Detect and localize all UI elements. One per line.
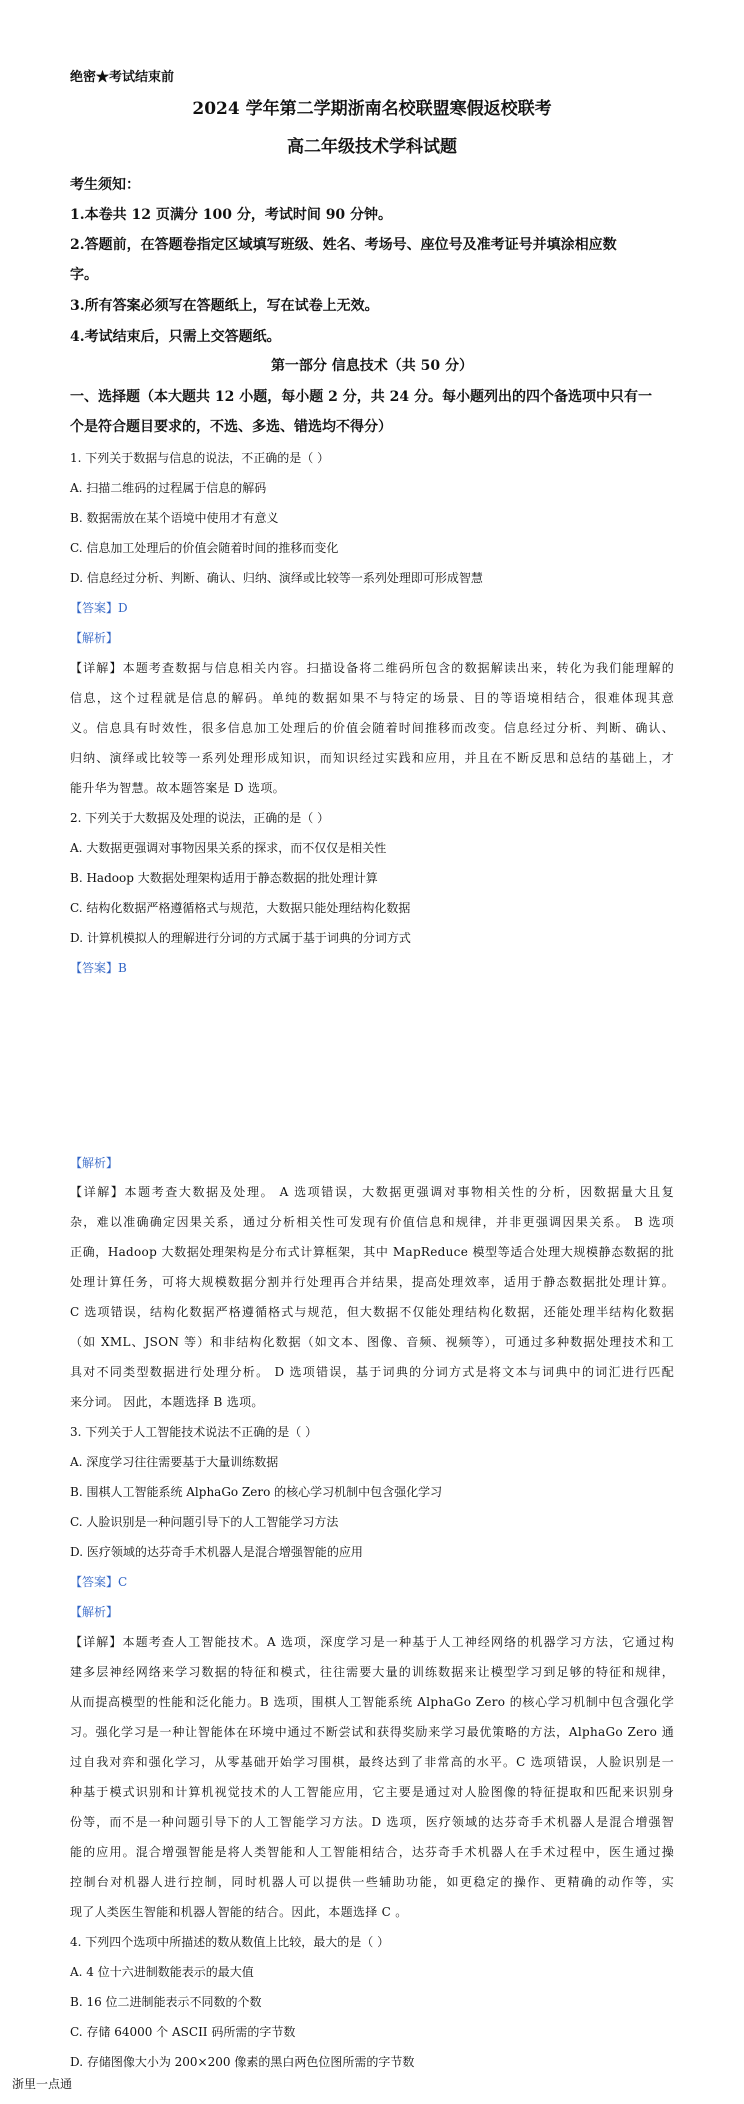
detail-line: 【详解】本题考查数据与信息相关内容。扫描设备将二维码所包含的数据解读出来，转化为我们能理解的 bbox=[70, 661, 674, 675]
part-title: 第一部分 信息技术（共 50 分） bbox=[270, 358, 474, 374]
notice-item: 4.考试结束后，只需上交答题纸。 bbox=[70, 329, 281, 345]
detail-line: 控制台对机器人进行控制，同时机器人可以提供一些辅助功能，如更稳定的操作、更精确的动作等，实 bbox=[70, 1875, 674, 1889]
notice-item: 3.所有答案必须写在答题纸上，写在试卷上无效。 bbox=[70, 298, 379, 314]
detail-line: 过自我对弈和强化学习，从零基础开始学习围棋，最终达到了非常高的水平。C 选项错误，人脸识别是一 bbox=[70, 1755, 674, 1769]
detail-line: 信息，这个过程就是信息的解码。单纯的数据如果不与特定的场景、目的等语境相结合，很难体现其意 bbox=[70, 691, 674, 705]
detail-line: （如 XML、JSON 等）和非结构化数据（如文本、图像、音频、视频等），可通过多种数据处理技术和工 bbox=[70, 1335, 674, 1349]
option: C. 人脸识别是一种问题引导下的人工智能学习方法 bbox=[70, 1515, 339, 1529]
exam-title: 2024 学年第二学期浙南名校联盟寒假返校联考 bbox=[192, 99, 552, 119]
option: A. 深度学习往往需要基于大量训练数据 bbox=[70, 1455, 279, 1469]
option: A. 扫描二维码的过程属于信息的解码 bbox=[70, 481, 267, 495]
exam-subtitle: 高二年级技术学科试题 bbox=[287, 137, 457, 157]
answer-label: 【答案】C bbox=[70, 1575, 128, 1589]
notice-item: 2.答题前，在答题卷指定区域填写班级、姓名、考场号、座位号及准考证号并填涂相应数 bbox=[70, 237, 617, 253]
option: B. 数据需放在某个语境中使用才有意义 bbox=[70, 511, 279, 525]
question-stem: 3. 下列关于人工智能技术说法不正确的是（ ） bbox=[70, 1425, 318, 1439]
option: B. Hadoop 大数据处理架构适用于静态数据的批处理计算 bbox=[70, 871, 378, 885]
option: B. 16 位二进制能表示不同数的个数 bbox=[70, 1995, 262, 2009]
option: D. 存储图像大小为 200×200 像素的黑白两色位图所需的字节数 bbox=[70, 2055, 415, 2069]
detail-line: 能升华为智慧。故本题答案是 D 选项。 bbox=[70, 781, 285, 795]
notice-item: 字。 bbox=[70, 267, 98, 283]
detail-line: 现了人类医生智能和机器人智能的结合。因此，本题选择 C 。 bbox=[70, 1905, 408, 1919]
option: D. 计算机模拟人的理解进行分词的方式属于基于词典的分词方式 bbox=[70, 931, 411, 945]
option: C. 结构化数据严格遵循格式与规范，大数据只能处理结构化数据 bbox=[70, 901, 411, 915]
detail-line: 建多层神经网络来学习数据的特征和模式，往往需要大量的训练数据来让模型学习到足够的特征和规律， bbox=[70, 1665, 674, 1679]
notice-item: 1.本卷共 12 页满分 100 分，考试时间 90 分钟。 bbox=[70, 207, 393, 223]
detail-line: 处理计算任务，可将大规模数据分割并行处理再合并结果，提高处理效率，适用于静态数据批处理计算。 bbox=[70, 1275, 674, 1289]
detail-line: 杂，难以准确确定因果关系，通过分析相关性可发现有价值信息和规律，并非更强调因果关系。 B 选项 bbox=[70, 1215, 674, 1229]
option: C. 存储 64000 个 ASCII 码所需的字节数 bbox=[70, 2025, 296, 2039]
detail-line: 【详解】本题考查大数据及处理。 A 选项错误，大数据更强调对事物相关性的分析，因数据量大且复 bbox=[70, 1185, 674, 1199]
detail-line: 种基于模式识别和计算机视觉技术的人工智能应用，它主要是通过对人脸图像的特征提取和匹配来识别身 bbox=[70, 1785, 674, 1799]
option: A. 大数据更强调对事物因果关系的探求，而不仅仅是相关性 bbox=[70, 841, 387, 855]
analysis-label: 【解析】 bbox=[70, 631, 119, 645]
detail-line: 能的应用。混合增强智能是将人类智能和人工智能相结合，达芬奇手术机器人在手术过程中，医生通过操 bbox=[70, 1845, 674, 1859]
question-stem: 4. 下列四个选项中所描述的数从数值上比较，最大的是（ ） bbox=[70, 1935, 390, 1949]
answer-label: 【答案】B bbox=[70, 961, 127, 975]
option: A. 4 位十六进制数能表示的最大值 bbox=[70, 1965, 254, 1979]
detail-line: 从而提高模型的性能和泛化能力。B 选项，围棋人工智能系统 AlphaGo Zero 的核心学习机制中包含强化学 bbox=[70, 1695, 674, 1709]
notice-title: 考生须知： bbox=[70, 177, 140, 193]
detail-line: C 选项错误，结构化数据严格遵循格式与规范，但大数据不仅能处理结构化数据，还能处理半结构化数据 bbox=[70, 1305, 674, 1319]
option: D. 信息经过分析、判断、确认、归纳、演绎或比较等一系列处理即可形成智慧 bbox=[70, 571, 483, 585]
detail-line: 习。强化学习是一种让智能体在环境中通过不断尝试和获得奖励来学习最优策略的方法，AlphaGo Zero 通 bbox=[70, 1725, 674, 1739]
detail-line: 【详解】本题考查人工智能技术。A 选项，深度学习是一种基于人工神经网络的机器学习方法，它通过构 bbox=[70, 1635, 674, 1649]
detail-line: 归纳、演绎或比较等一系列处理形成知识，而知识经过实践和应用，并且在不断反思和总结的基础上，才 bbox=[70, 751, 674, 765]
analysis-label: 【解析】 bbox=[70, 1156, 119, 1170]
detail-line: 份等，而不是一种问题引导下的人工智能学习方法。D 选项，医疗领域的达芬奇手术机器人是混合增强智 bbox=[70, 1815, 674, 1829]
option: B. 围棋人工智能系统 AlphaGo Zero 的核心学习机制中包含强化学习 bbox=[70, 1485, 443, 1499]
section-heading: 个是符合题目要求的，不选、多选、错选均不得分） bbox=[70, 419, 392, 435]
detail-line: 具对不同类型数据进行处理分析。 D 选项错误，基于词典的分词方式是将文本与词典中的词汇进行匹配 bbox=[70, 1365, 674, 1379]
option: C. 信息加工处理后的价值会随着时间的推移而变化 bbox=[70, 541, 339, 555]
analysis-label: 【解析】 bbox=[70, 1605, 119, 1619]
question-stem: 1. 下列关于数据与信息的说法，不正确的是（ ） bbox=[70, 451, 330, 465]
detail-line: 来分词。 因此，本题选择 B 选项。 bbox=[70, 1395, 264, 1409]
section-heading: 一、选择题（本大题共 12 小题，每小题 2 分，共 24 分。每小题列出的四个备选项中只有一 bbox=[70, 389, 652, 405]
option: D. 医疗领域的达芬奇手术机器人是混合增强智能的应用 bbox=[70, 1545, 363, 1559]
secret-label: 绝密★考试结束前 bbox=[70, 70, 175, 85]
answer-label: 【答案】D bbox=[70, 601, 128, 615]
detail-line: 正确，Hadoop 大数据处理架构是分布式计算框架，其中 MapReduce 模型等适合处理大规模静态数据的批 bbox=[70, 1245, 674, 1259]
question-stem: 2. 下列关于大数据及处理的说法，正确的是（ ） bbox=[70, 811, 330, 825]
detail-line: 义。信息具有时效性，很多信息加工处理后的价值会随着时间推移而改变。信息经过分析、判断、确认、 bbox=[70, 721, 674, 735]
footer-watermark: 浙里一点通 bbox=[12, 2077, 73, 2091]
